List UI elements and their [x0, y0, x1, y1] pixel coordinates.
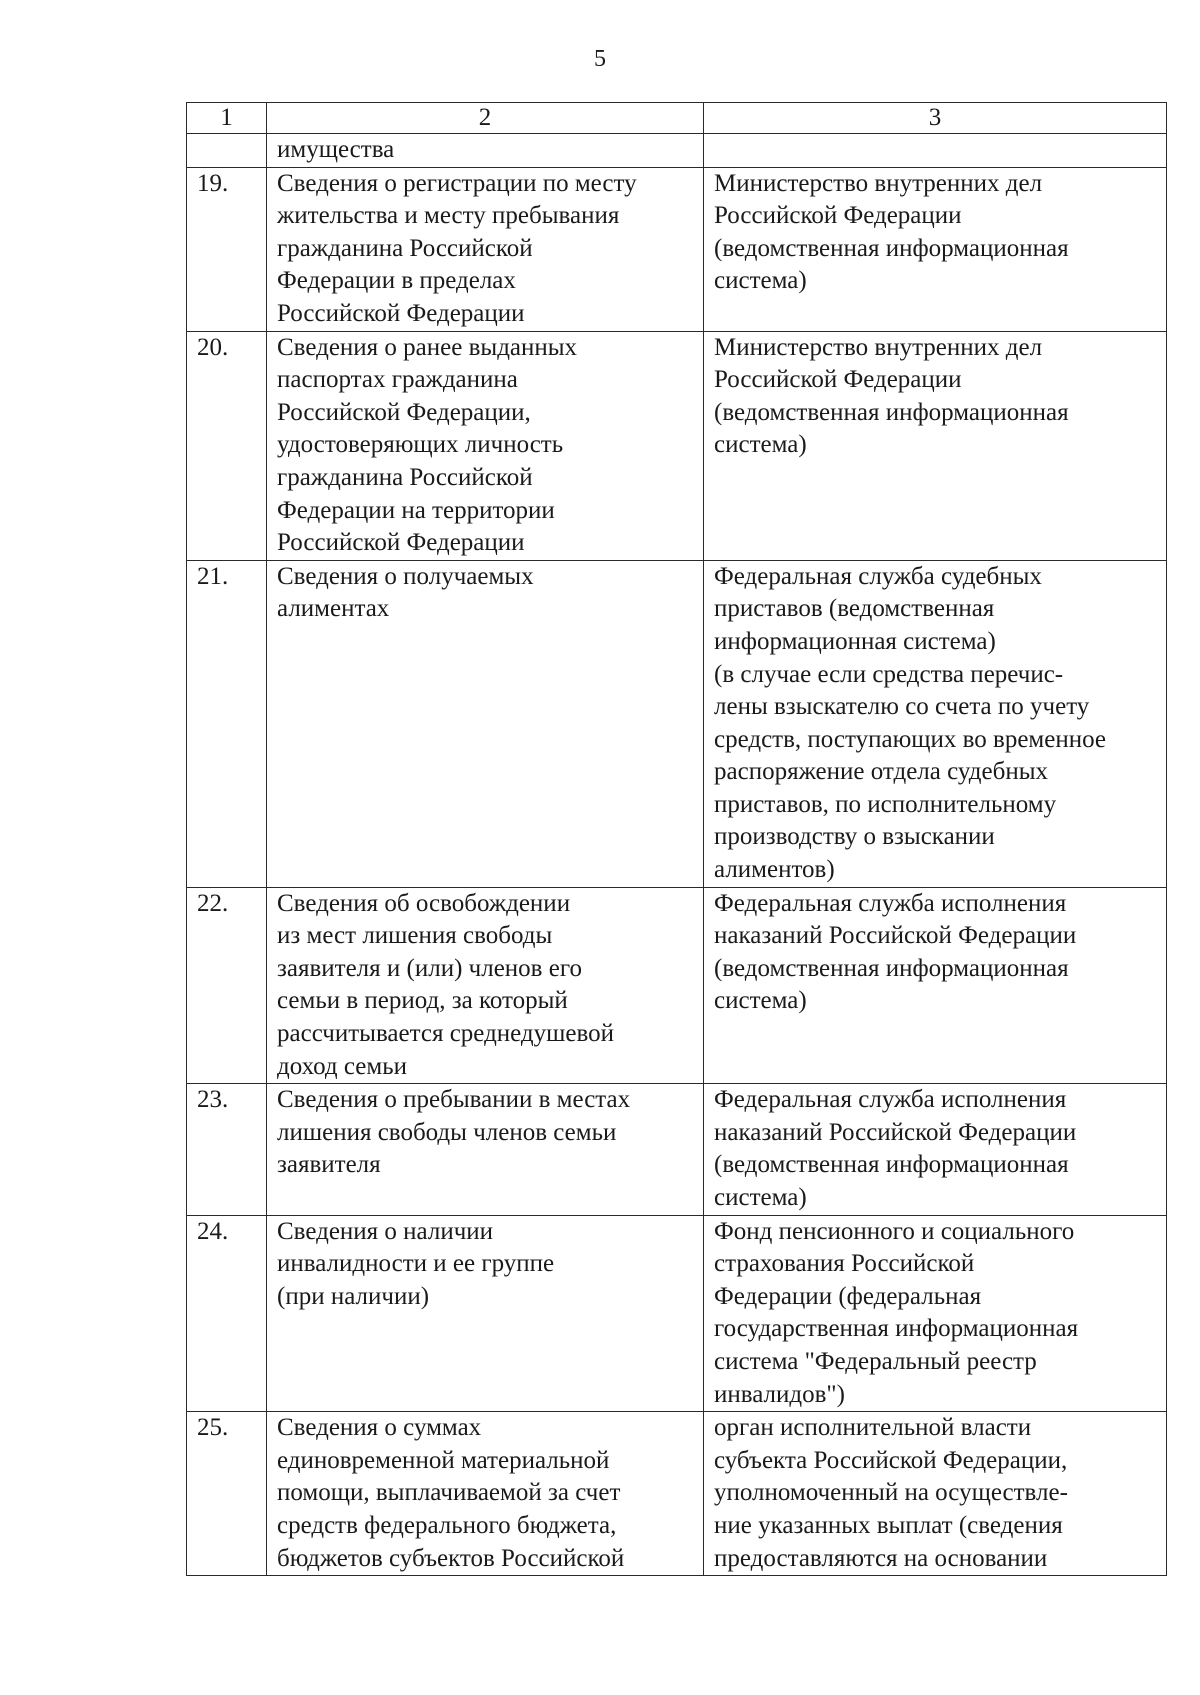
source-text: Министерство внутренних дел Российской Федерации (ведомственная информационная система): [714, 169, 1069, 295]
document-table: [186, 102, 1167, 1576]
source-text: Министерство внутренних дел Российской Федерации (ведомственная информационная система): [714, 333, 1069, 459]
info-text: Сведения о пребывании в местах лишения свободы членов семьи заявителя: [277, 1086, 631, 1179]
info-cell: [267, 560, 704, 887]
source-text: Федеральная служба судебных приставов (ведомственная информационная система) (в случае если средства перечис- лены взыскателю со счета по учету средств, поступающих во временное распоряжение отдела судебных приставов, по исполнительному производству о взыскании алиментов): [714, 562, 1106, 884]
source-text: Федеральная служба исполнения наказаний Российской Федерации (ведомственная информационная система): [714, 1086, 1077, 1211]
info-text: Сведения о суммах единовременной материальной помощи, выплачиваемой за счет средств федерального бюджета, бюджетов субъектов Российской: [277, 1414, 625, 1572]
source-text: Фонд пенсионного и социального страхования Российской Федерации (федеральная государственная информационная система "Федеральный реестр инвалидов"): [714, 1217, 1079, 1408]
info-text: Сведения о получаемых алиментах: [277, 562, 534, 623]
info-cell: [267, 134, 704, 168]
source-text: Федеральная служба исполнения наказаний Российской Федерации (ведомственная информационная система): [714, 889, 1077, 1015]
info-cell: [267, 1084, 704, 1215]
table-row: [187, 887, 1167, 1084]
row-number: 19.: [187, 167, 267, 331]
table-row: [187, 331, 1167, 560]
column-header-1: 1: [187, 103, 267, 134]
table-row: [187, 167, 1167, 331]
source-cell: [704, 331, 1167, 560]
column-header-3: 3: [704, 103, 1167, 134]
source-cell: [704, 560, 1167, 887]
page-number: 5: [594, 46, 606, 72]
table-header-row: [187, 103, 1167, 134]
row-number: 22.: [187, 887, 267, 1084]
table-row: [187, 134, 1167, 168]
row-number: 20.: [187, 331, 267, 560]
info-text: Сведения о регистрации по месту жительства и месту пребывания гражданина Российской Федерации в пределах Российской Федерации: [277, 169, 637, 327]
source-cell: [704, 134, 1167, 168]
info-text: Сведения об освобождении из мест лишения свободы заявителя и (или) членов его семьи в период, за который рассчитывается среднедушевой доход семьи: [277, 889, 615, 1080]
row-number: 25.: [187, 1412, 267, 1576]
info-text: Сведения о наличии инвалидности и ее группе (при наличии): [277, 1217, 555, 1310]
source-cell: [704, 887, 1167, 1084]
row-number: 21.: [187, 560, 267, 887]
column-header-2: 2: [267, 103, 704, 134]
info-text: Сведения о ранее выданных паспортах гражданина Российской Федерации, удостоверяющих личность гражданина Российской Федерации на территории Российской Федерации: [277, 333, 578, 557]
table-row: [187, 1084, 1167, 1215]
info-text: имущества: [277, 136, 395, 163]
info-cell: [267, 1215, 704, 1412]
source-cell: [704, 167, 1167, 331]
info-cell: [267, 1412, 704, 1576]
source-text: орган исполнительной власти субъекта Российской Федерации, уполномоченный на осуществле- ние указанных выплат (сведения предоставляются на основании: [714, 1414, 1068, 1572]
table-row: [187, 560, 1167, 887]
row-number: [187, 134, 267, 168]
source-cell: [704, 1084, 1167, 1215]
table-row: [187, 1412, 1167, 1576]
source-cell: [704, 1215, 1167, 1412]
info-cell: [267, 887, 704, 1084]
row-number: 24.: [187, 1215, 267, 1412]
source-cell: [704, 1412, 1167, 1576]
table-row: [187, 1215, 1167, 1412]
row-number: 23.: [187, 1084, 267, 1215]
info-cell: [267, 167, 704, 331]
info-cell: [267, 331, 704, 560]
